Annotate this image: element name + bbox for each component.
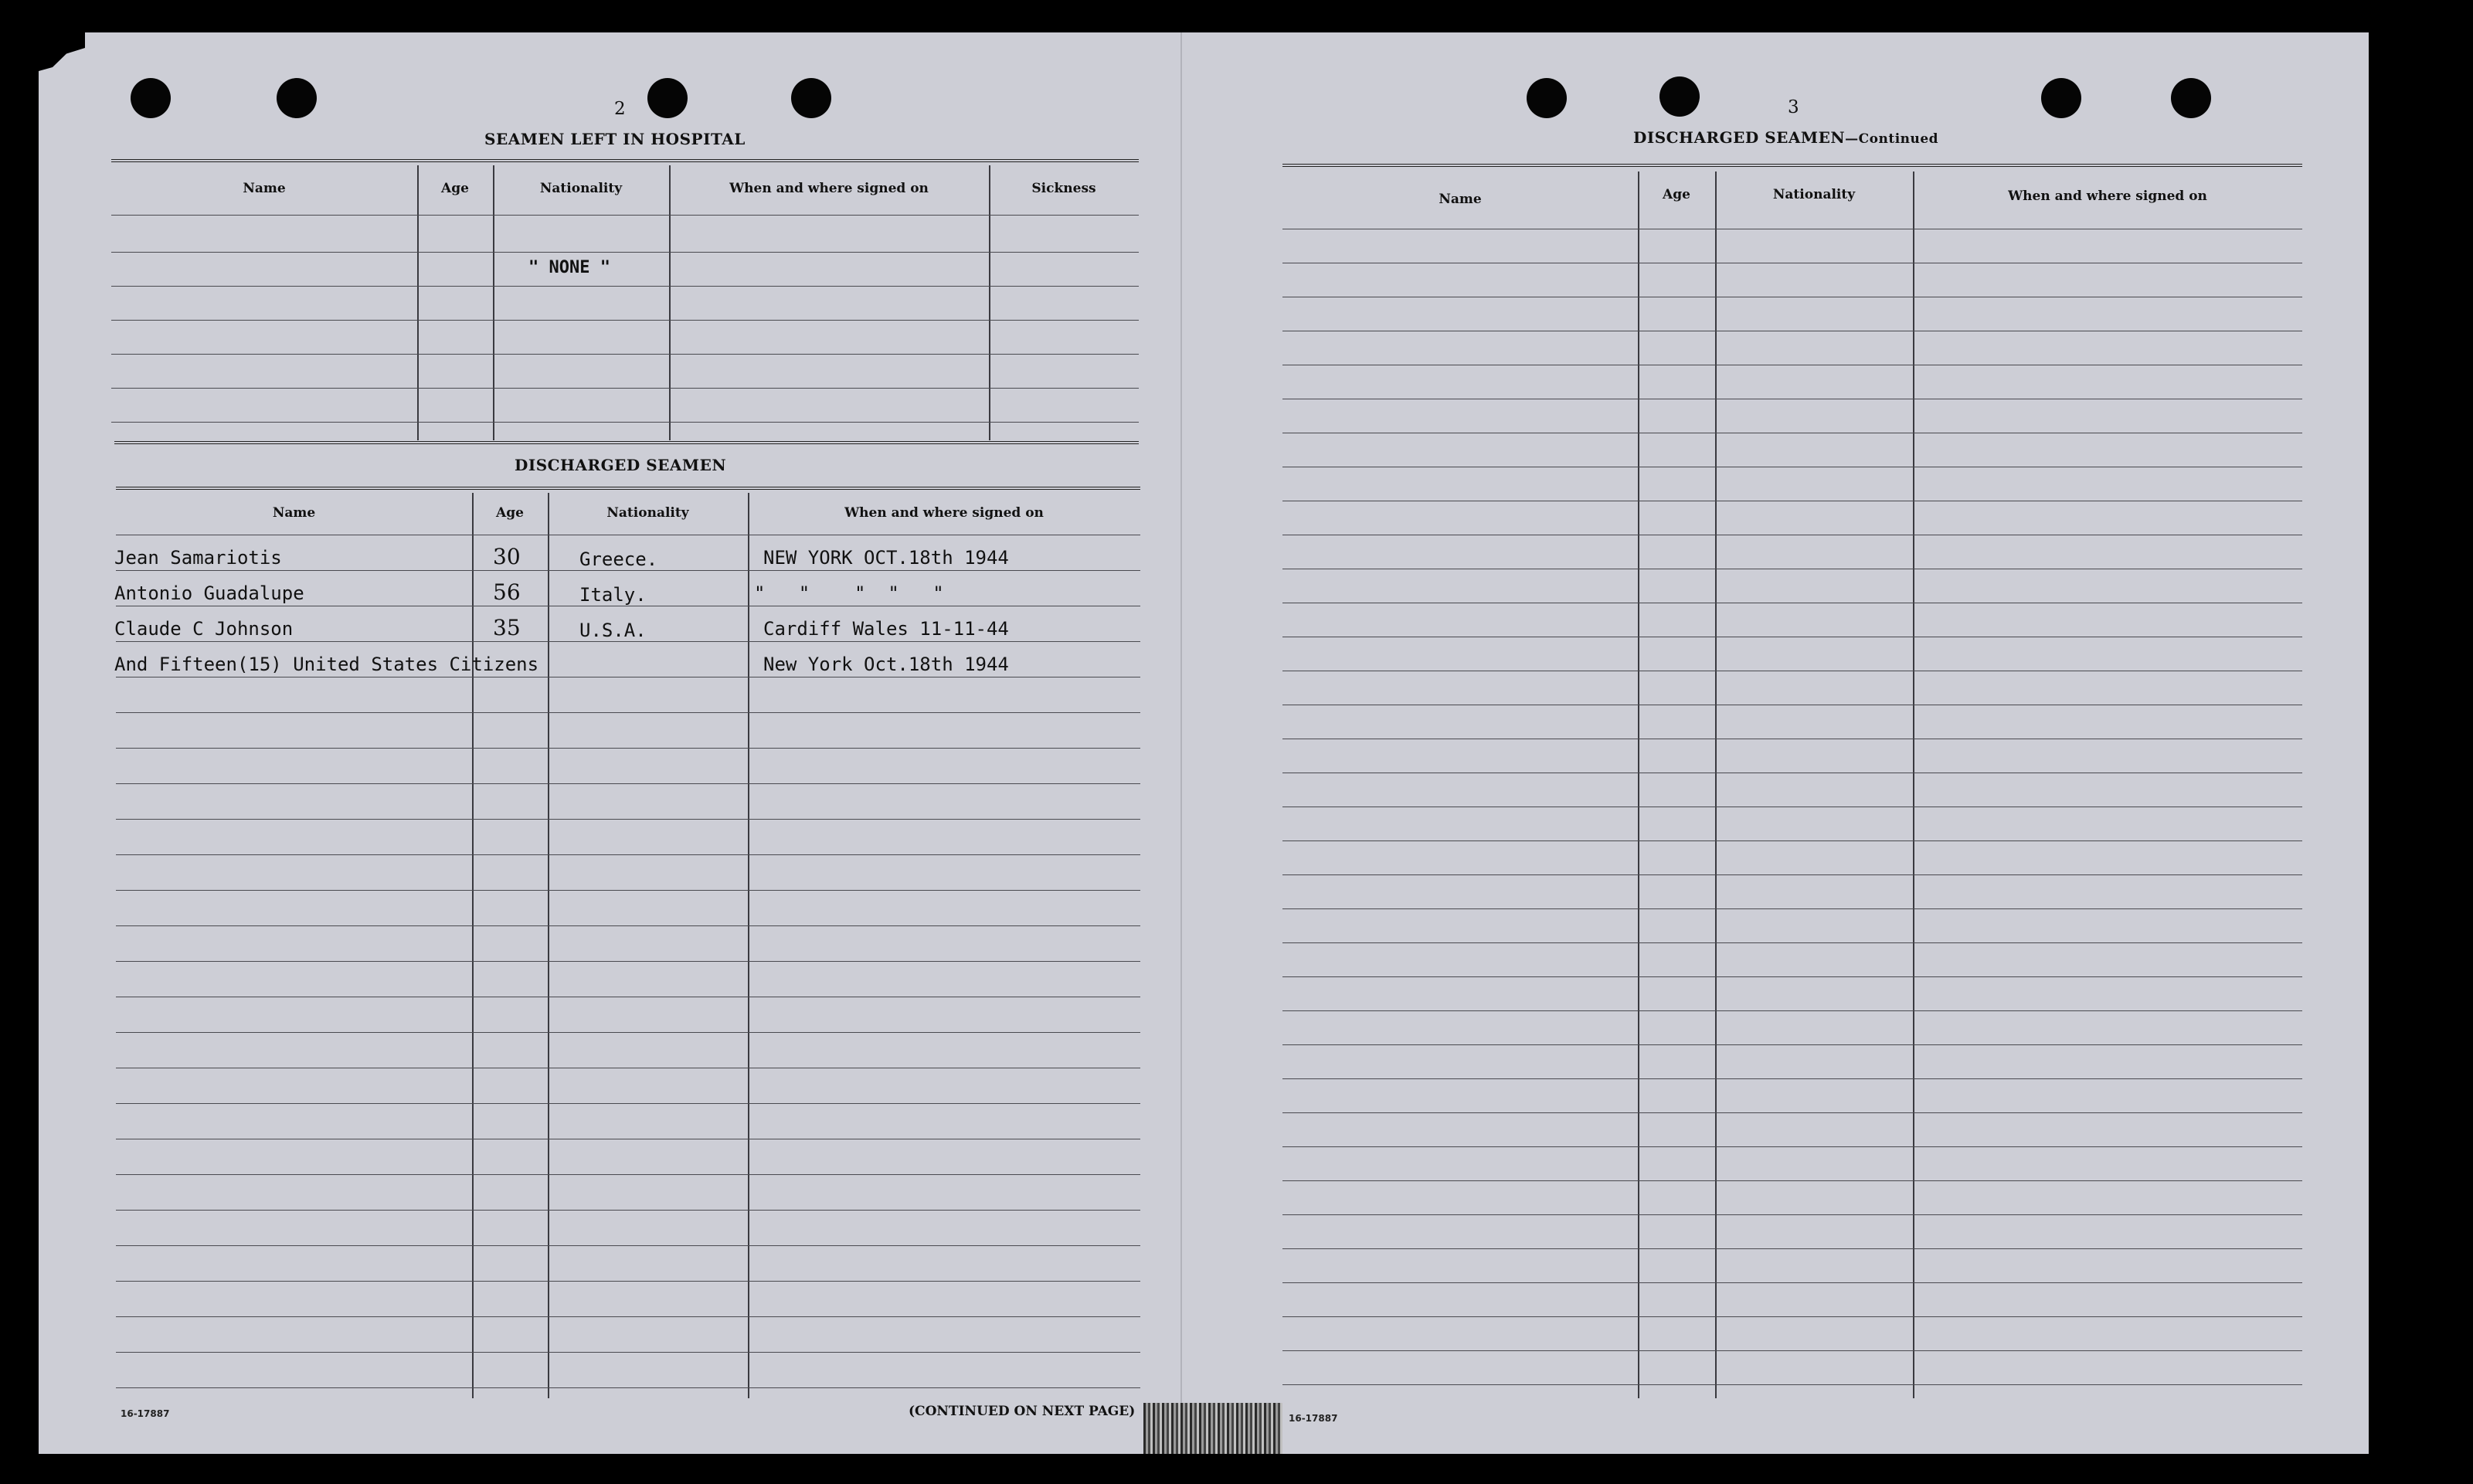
- discharged-col-signed-on: When and where signed on: [844, 505, 1044, 521]
- continued-col-name: Name: [1439, 192, 1482, 207]
- table-row-signed-on: NEW YORK OCT.18th 1944: [763, 547, 1009, 569]
- hospital-bottom-rule: [114, 441, 1139, 444]
- discharged-heading: DISCHARGED SEAMEN: [515, 456, 727, 474]
- punch-hole: [2171, 78, 2211, 118]
- ruled-line: [116, 1281, 1140, 1282]
- page-fold: [1180, 32, 1182, 1454]
- table-row-signed-on: " " " " ": [754, 582, 944, 604]
- punch-hole: [131, 78, 171, 118]
- punch-hole: [647, 78, 688, 118]
- ruled-line: [1282, 1044, 2302, 1045]
- ruled-line: [116, 1032, 1140, 1033]
- table-row-name: And Fifteen(15) United States Citizens: [114, 654, 539, 675]
- hospital-top-rule: [111, 159, 1139, 162]
- ruled-line: [1282, 1146, 2302, 1147]
- ruled-line: [1282, 942, 2302, 943]
- ruled-line: [1282, 1248, 2302, 1249]
- ruled-line: [1282, 908, 2302, 909]
- table-row-name: Antonio Guadalupe: [114, 582, 304, 604]
- heading-main: DISCHARGED SEAMEN: [1633, 128, 1846, 147]
- ruled-line: [1282, 976, 2302, 977]
- ruled-line: [1282, 1350, 2302, 1351]
- hospital-col-nationality: Nationality: [539, 181, 623, 196]
- ruled-line: [116, 1352, 1140, 1353]
- table-row-age: 35: [493, 615, 521, 640]
- continued-note: (CONTINUED ON NEXT PAGE): [909, 1404, 1136, 1419]
- ruled-line: [116, 961, 1140, 962]
- ruled-line: [1282, 1078, 2302, 1079]
- continued-col-signed-on: When and where signed on: [2008, 188, 2207, 204]
- ruled-line: [1282, 874, 2302, 875]
- discharged-col-age: Age: [496, 505, 524, 521]
- table-row-nationality: U.S.A.: [579, 620, 647, 641]
- ruled-line: [116, 1245, 1140, 1246]
- table-row-age: 30: [493, 544, 521, 569]
- table-row-nationality: Greece.: [579, 548, 658, 570]
- table-row-nationality: Italy.: [579, 584, 647, 606]
- continued-col-age: Age: [1663, 187, 1690, 202]
- discharged-col-name: Name: [272, 505, 316, 521]
- discharged-continued-heading: [1633, 128, 1938, 147]
- hospital-none-note: " NONE ": [528, 258, 610, 277]
- discharged-top-rule: [116, 487, 1140, 490]
- ruled-line: [1282, 1112, 2302, 1113]
- ruled-line: [1282, 1384, 2302, 1385]
- ruled-line: [1282, 1214, 2302, 1215]
- discharged-table: [116, 493, 1140, 1398]
- hospital-col-sickness: Sickness: [1031, 181, 1096, 196]
- table-row-signed-on: Cardiff Wales 11-11-44: [763, 618, 1009, 640]
- heading-suffix: —Continued: [1845, 131, 1939, 147]
- ruled-line: [116, 1387, 1140, 1388]
- punch-hole: [277, 78, 317, 118]
- ruled-line: [116, 1210, 1140, 1211]
- ruled-line: [1282, 1010, 2302, 1011]
- page-number-left: 2: [614, 99, 626, 119]
- ruled-line: [116, 890, 1140, 891]
- ruled-line: [116, 748, 1140, 749]
- ruled-line: [1282, 840, 2302, 841]
- table-row-age: 56: [493, 579, 521, 605]
- discharged-col-nationality: Nationality: [606, 505, 689, 521]
- hospital-col-age: Age: [441, 181, 469, 196]
- ruled-line: [116, 783, 1140, 784]
- continued-top-rule: [1282, 164, 2302, 167]
- binding-smudge: [1143, 1403, 1282, 1454]
- discharged-continued-table: [1282, 171, 2302, 1398]
- hospital-heading: SEAMEN LEFT IN HOSPITAL: [484, 130, 746, 148]
- ruled-line: [116, 570, 1140, 571]
- ruled-line: [1282, 1282, 2302, 1283]
- punch-hole: [1659, 76, 1700, 117]
- punch-hole: [791, 78, 831, 118]
- hospital-col-name: Name: [243, 181, 286, 196]
- ruled-line: [116, 854, 1140, 855]
- ruled-line: [1282, 1180, 2302, 1181]
- ruled-line: [116, 712, 1140, 713]
- ruled-line: [116, 1174, 1140, 1175]
- page-number-right: 3: [1788, 97, 1799, 117]
- ruled-line: [116, 1103, 1140, 1104]
- ruled-line: [116, 925, 1140, 926]
- form-number-left: 16-17887: [121, 1408, 170, 1419]
- table-row-name: Jean Samariotis: [114, 547, 282, 569]
- ruled-line: [116, 641, 1140, 642]
- continued-col-nationality: Nationality: [1772, 187, 1856, 202]
- hospital-table: [111, 165, 1139, 440]
- table-row-name: Claude C Johnson: [114, 618, 294, 640]
- punch-hole: [2041, 78, 2081, 118]
- form-number-right: 16-17887: [1289, 1413, 1338, 1424]
- hospital-col-signed-on: When and where signed on: [729, 181, 929, 196]
- punch-hole: [1527, 78, 1567, 118]
- table-row-signed-on: New York Oct.18th 1944: [763, 654, 1009, 675]
- ruled-line: [116, 1316, 1140, 1317]
- ruled-line: [1282, 1316, 2302, 1317]
- ruled-line: [116, 819, 1140, 820]
